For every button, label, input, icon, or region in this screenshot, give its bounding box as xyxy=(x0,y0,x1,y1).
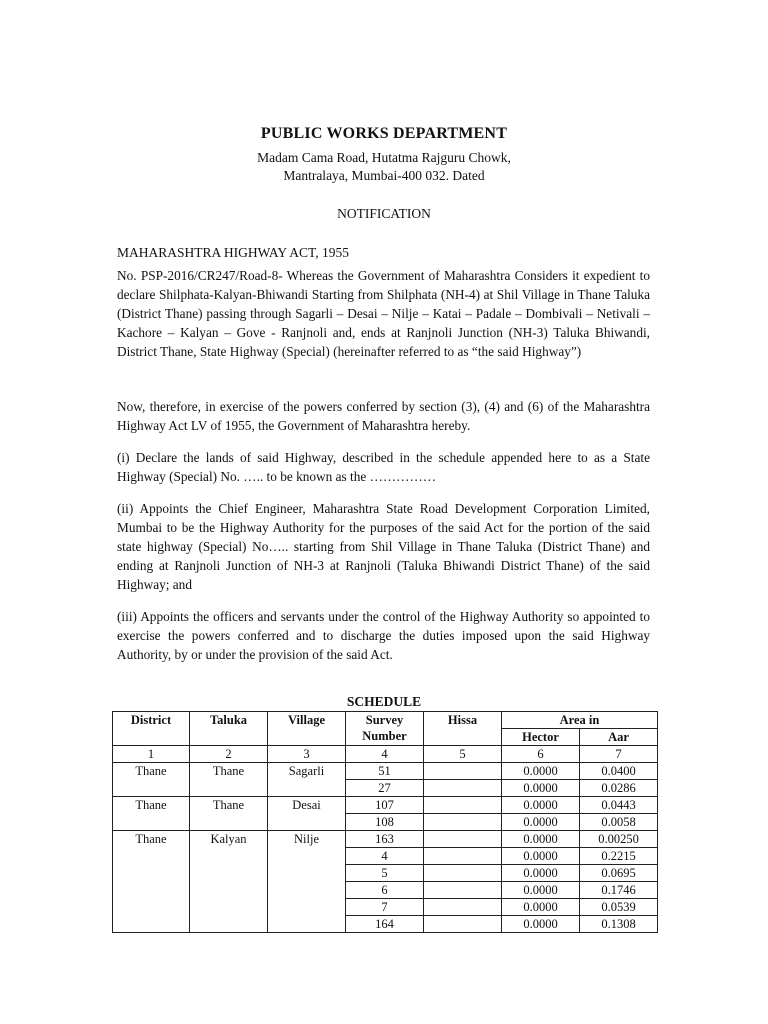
department-title: PUBLIC WORKS DEPARTMENT xyxy=(260,125,508,142)
survey-cell: 164 xyxy=(346,916,424,933)
survey-cell: 107 xyxy=(346,797,424,814)
district-cell: Thane xyxy=(113,831,190,933)
survey-cell: 6 xyxy=(346,882,424,899)
table-row xyxy=(113,797,658,814)
clause-ii-paragraph: (ii) Appoints the Chief Engineer, Maharashtra State Road Development Corporation Limited, Mumbai to be the Highway Authority for the purposes of the said Act for the portion of the said state highway (Special) No….. starting from Shil Village in Thane Taluka (District Thane) and ending at Ranjnoli Junction of NH-3 at Ranjnoli (Taluka Bhiwandi District Thane) of the said Highway; and xyxy=(117,501,650,592)
hector-cell: 0.0000 xyxy=(502,814,580,831)
hector-cell: 0.0000 xyxy=(502,780,580,797)
aar-cell: 0.1308 xyxy=(580,916,658,933)
survey-cell: 27 xyxy=(346,780,424,797)
schedule-title: SCHEDULE xyxy=(346,694,422,709)
address-line-2: Mantralaya, Mumbai-400 032. Dated xyxy=(283,168,485,183)
column-number: 2 xyxy=(190,746,268,763)
notification-label: NOTIFICATION xyxy=(337,206,431,221)
hissa-cell xyxy=(424,865,502,882)
hector-cell: 0.0000 xyxy=(502,916,580,933)
district-header: District xyxy=(113,712,190,746)
hissa-cell xyxy=(424,899,502,916)
column-number-row xyxy=(113,746,658,763)
survey-cell: 108 xyxy=(346,814,424,831)
aar-cell: 0.0400 xyxy=(580,763,658,780)
survey-cell: 5 xyxy=(346,865,424,882)
village-cell: Nilje xyxy=(268,831,346,933)
address-line-1: Madam Cama Road, Hutatma Rajguru Chowk, xyxy=(257,150,511,165)
hissa-cell xyxy=(424,814,502,831)
preamble-paragraph: No. PSP-2016/CR247/Road-8- Whereas the Government of Maharashtra Considers it expedient to declare Shilphata-Kalyan-Bhiwandi Starting from Shilphata (NH-4) at Shil Village in Thane Taluka (District Thane) passing through Sagarli – Desai – Nilje – Katai – Padale – Dombivali – Netivali –Kachore – Kalyan – Gove - Ranjnoli and, ends at Ranjnoli Junction (NH-3) Taluka Bhiwandi, District Thane, State Highway (Special) (hereinafter referred to as “the said Highway”) xyxy=(117,268,650,359)
table-row xyxy=(113,831,658,848)
schedule-table xyxy=(112,711,658,933)
hector-cell: 0.0000 xyxy=(502,763,580,780)
hector-cell: 0.0000 xyxy=(502,848,580,865)
hector-cell: 0.0000 xyxy=(502,899,580,916)
district-cell: Thane xyxy=(113,763,190,797)
hissa-cell xyxy=(424,780,502,797)
taluka-cell: Kalyan xyxy=(190,831,268,933)
hissa-cell xyxy=(424,763,502,780)
survey-cell: 4 xyxy=(346,848,424,865)
clause-i-paragraph: (i) Declare the lands of said Highway, described in the schedule appended here to as a State Highway (Special) No. ….. to be known as the …………… xyxy=(117,450,650,484)
area-in-header: Area in xyxy=(502,712,658,729)
act-title: MAHARASHTRA HIGHWAY ACT, 1955 xyxy=(117,245,350,260)
hector-header: Hector xyxy=(502,729,580,746)
taluka-cell: Thane xyxy=(190,797,268,831)
column-number: 1 xyxy=(113,746,190,763)
survey-cell: 163 xyxy=(346,831,424,848)
aar-cell: 0.0443 xyxy=(580,797,658,814)
taluka-header: Taluka xyxy=(190,712,268,746)
aar-cell: 0.00250 xyxy=(580,831,658,848)
survey-number-header: Survey Number xyxy=(346,712,424,746)
district-cell: Thane xyxy=(113,797,190,831)
aar-cell: 0.2215 xyxy=(580,848,658,865)
hissa-header: Hissa xyxy=(424,712,502,746)
aar-cell: 0.0539 xyxy=(580,899,658,916)
hissa-cell xyxy=(424,848,502,865)
hissa-cell xyxy=(424,916,502,933)
column-number: 6 xyxy=(502,746,580,763)
hector-cell: 0.0000 xyxy=(502,831,580,848)
survey-cell: 51 xyxy=(346,763,424,780)
hissa-cell xyxy=(424,831,502,848)
survey-cell: 7 xyxy=(346,899,424,916)
exercise-paragraph: Now, therefore, in exercise of the powers conferred by section (3), (4) and (6) of the Maharashtra Highway Act LV of 1955, the Government of Maharashtra hereby. xyxy=(117,399,650,433)
column-number: 7 xyxy=(580,746,658,763)
hissa-cell xyxy=(424,797,502,814)
village-cell: Desai xyxy=(268,797,346,831)
hissa-cell xyxy=(424,882,502,899)
table-row xyxy=(113,763,658,780)
aar-cell: 0.0695 xyxy=(580,865,658,882)
hector-cell: 0.0000 xyxy=(502,865,580,882)
village-header: Village xyxy=(268,712,346,746)
village-cell: Sagarli xyxy=(268,763,346,797)
aar-cell: 0.0286 xyxy=(580,780,658,797)
aar-cell: 0.0058 xyxy=(580,814,658,831)
hector-cell: 0.0000 xyxy=(502,797,580,814)
clause-iii-paragraph: (iii) Appoints the officers and servants under the control of the Highway Authority so appointed to exercise the powers conferred and to discharge the duties imposed upon the said Highway Authority, by or under the provision of the said Act. xyxy=(117,609,650,662)
header-row xyxy=(113,712,658,729)
taluka-cell: Thane xyxy=(190,763,268,797)
column-number: 5 xyxy=(424,746,502,763)
aar-header: Aar xyxy=(580,729,658,746)
hector-cell: 0.0000 xyxy=(502,882,580,899)
column-number: 4 xyxy=(346,746,424,763)
aar-cell: 0.1746 xyxy=(580,882,658,899)
column-number: 3 xyxy=(268,746,346,763)
